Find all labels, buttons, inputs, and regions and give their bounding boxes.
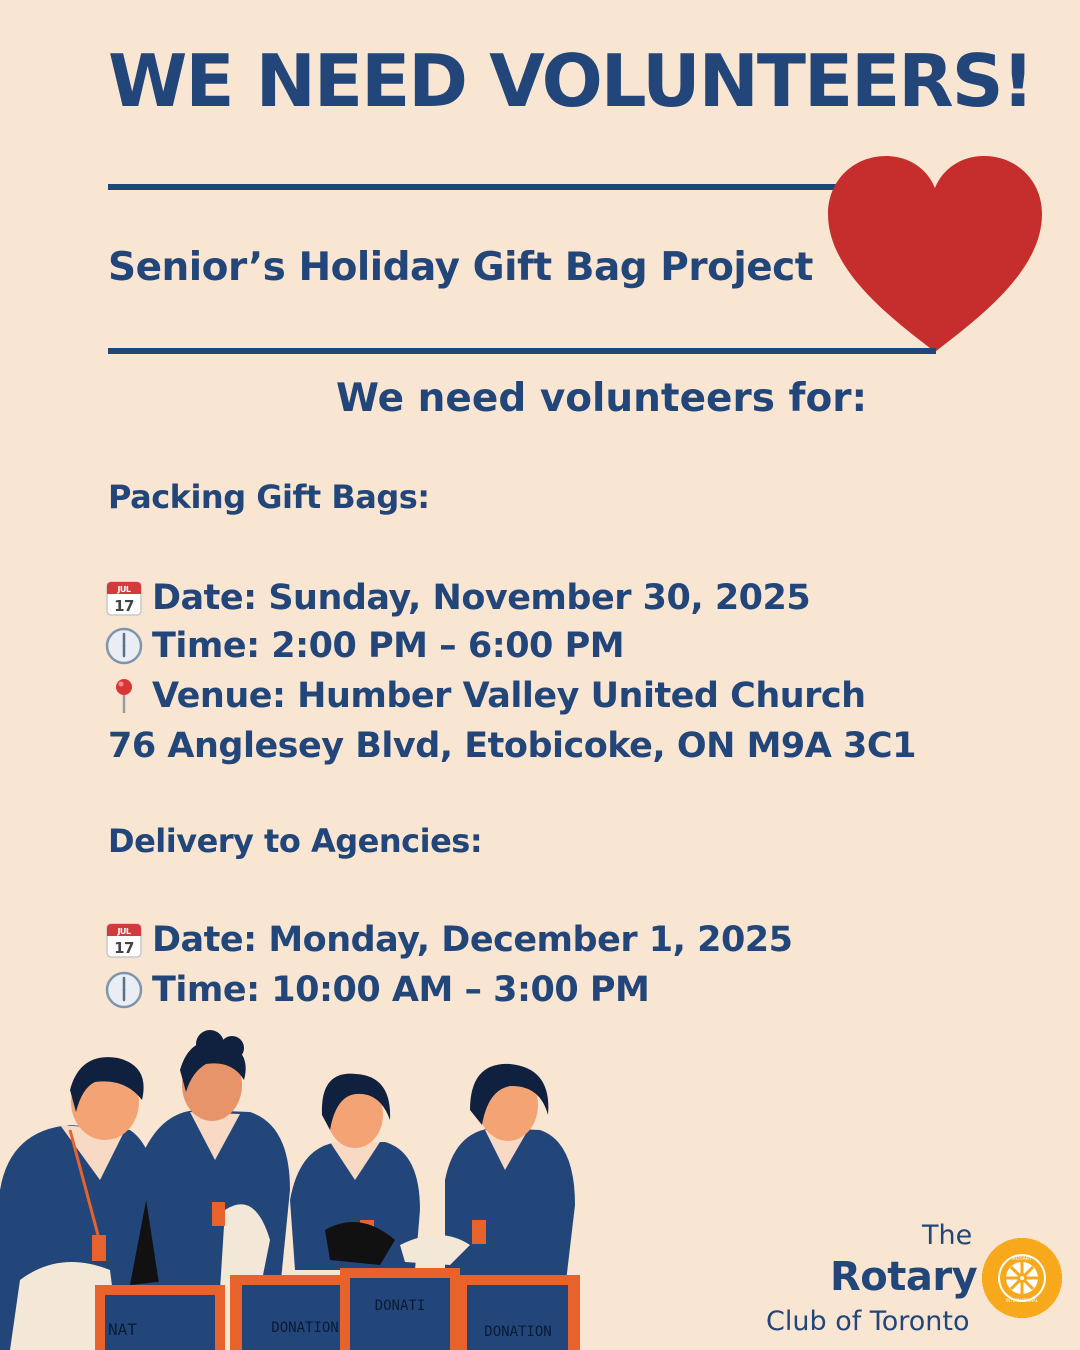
box-label: DONATION <box>271 1320 339 1336</box>
calendar-icon <box>104 578 144 618</box>
svg-text:17: 17 <box>114 597 134 615</box>
packing-date: Date: Sunday, November 30, 2025 <box>152 578 811 618</box>
box-label: NAT <box>108 1320 137 1339</box>
calendar-icon <box>104 920 144 960</box>
logo-the: The <box>922 1220 973 1251</box>
packing-time-line <box>104 622 624 670</box>
svg-text:JUL: JUL <box>117 585 131 594</box>
divider-bottom <box>108 348 936 354</box>
packing-time: Time: 2:00 PM – 6:00 PM <box>152 626 625 666</box>
project-subtitle: Senior’s Holiday Gift Bag Project <box>108 245 813 290</box>
intro-text: We need volunteers for: <box>336 376 868 421</box>
headline: WE NEED VOLUNTEERS! <box>108 39 1033 123</box>
delivery-date: Date: Monday, December 1, 2025 <box>152 920 793 960</box>
volunteer-figure <box>400 1064 575 1290</box>
delivery-date-line <box>104 916 793 964</box>
clock-icon <box>104 970 144 1010</box>
packing-venue: Venue: Humber Valley United Church <box>152 676 866 716</box>
logo-rotary: Rotary <box>830 1254 978 1300</box>
pin-icon <box>104 676 144 716</box>
volunteers-illustration <box>0 1030 600 1350</box>
box-label: DONATI <box>374 1298 426 1314</box>
packing-venue-line <box>104 672 866 720</box>
rotary-wheel-icon <box>980 1236 1064 1320</box>
seal-text-top: ROTARY <box>1012 1256 1032 1262</box>
volunteer-figure <box>290 1074 420 1270</box>
svg-text:17: 17 <box>114 939 134 957</box>
svg-text:JUL: JUL <box>117 927 131 936</box>
packing-date-line <box>104 574 810 622</box>
divider-top <box>108 184 848 190</box>
delivery-section-title: Delivery to Agencies: <box>108 822 483 860</box>
packing-address: 76 Anglesey Blvd, Etobicoke, ON M9A 3C1 <box>108 726 916 766</box>
seal-text-bottom: INTERNATIONAL <box>1005 1298 1039 1303</box>
clock-icon <box>104 626 144 666</box>
logo-club: Club of Toronto <box>766 1306 970 1337</box>
packing-section-title: Packing Gift Bags: <box>108 478 430 516</box>
delivery-time: Time: 10:00 AM – 3:00 PM <box>152 970 650 1010</box>
box-label: DONATION <box>484 1324 552 1340</box>
volunteer-figure <box>140 1030 290 1290</box>
heart-icon <box>824 152 1046 356</box>
delivery-time-line <box>104 966 649 1014</box>
